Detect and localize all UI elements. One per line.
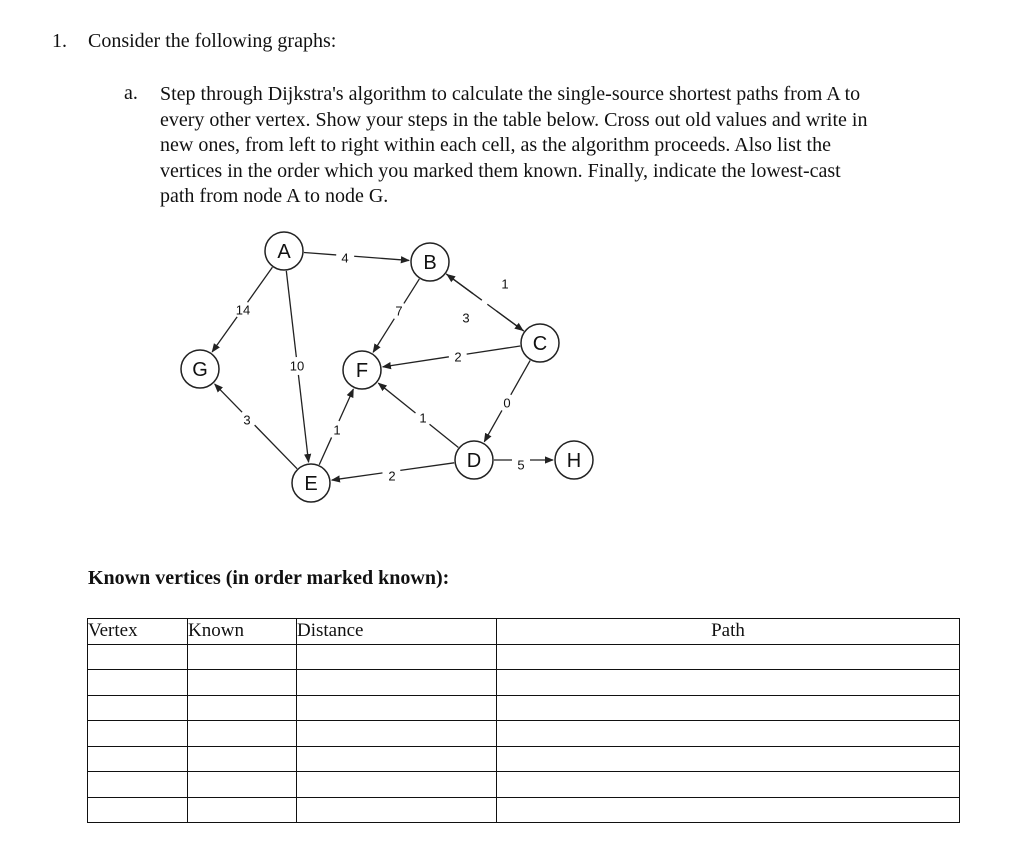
edge-d-h bbox=[494, 458, 553, 473]
instruction-line: every other vertex. Show your steps in the table below. Cross out old values and write in bbox=[160, 108, 868, 131]
edge-weight-label: 3 bbox=[462, 310, 470, 326]
vertex-cell[interactable] bbox=[88, 772, 188, 798]
known-cell[interactable] bbox=[188, 746, 297, 772]
table-header-row bbox=[88, 619, 960, 645]
edge-b-c bbox=[446, 274, 523, 331]
table-row bbox=[88, 772, 960, 798]
edge-segment bbox=[467, 346, 521, 354]
edge-d-e bbox=[332, 463, 454, 484]
edge-weight-label: 2 bbox=[454, 349, 462, 365]
known-vertices-heading: Known vertices (in order marked known): bbox=[88, 567, 450, 589]
known-cell[interactable] bbox=[188, 721, 297, 747]
distance-cell[interactable] bbox=[297, 695, 497, 721]
edge-c-f bbox=[383, 346, 520, 367]
path-cell[interactable] bbox=[497, 797, 960, 823]
edge-weight-label: 1 bbox=[501, 276, 509, 292]
instruction-line: new ones, from left to right within each cell, as the algorithm proceeds. Also list the bbox=[160, 134, 831, 156]
path-cell[interactable] bbox=[497, 721, 960, 747]
vertex-cell[interactable] bbox=[88, 721, 188, 747]
graph-edges bbox=[212, 251, 553, 484]
edge-arrow bbox=[487, 304, 523, 330]
edge-segment bbox=[255, 425, 297, 469]
edge-arrow bbox=[298, 375, 308, 462]
known-cell[interactable] bbox=[188, 772, 297, 798]
node-label: G bbox=[192, 359, 208, 381]
path-cell[interactable] bbox=[497, 644, 960, 670]
edge-weight-label: 1 bbox=[333, 422, 341, 438]
header-path: Path bbox=[497, 619, 960, 645]
node-h bbox=[555, 441, 593, 479]
question-number: 1. bbox=[52, 30, 67, 52]
edge-a-g bbox=[212, 267, 272, 352]
node-d bbox=[455, 441, 493, 479]
instruction-line: Step through Dijkstra's algorithm to calculate the single-source shortest paths from A to bbox=[160, 83, 861, 105]
node-a bbox=[265, 232, 303, 270]
node-g bbox=[181, 350, 219, 388]
vertex-cell[interactable] bbox=[88, 695, 188, 721]
table-row bbox=[88, 670, 960, 696]
table-row bbox=[88, 721, 960, 747]
instruction-line: vertices in the order which you marked them known. Finally, indicate the lowest-cast bbox=[160, 159, 841, 182]
edge-arrow bbox=[339, 389, 353, 421]
distance-cell[interactable] bbox=[297, 670, 497, 696]
edge-a-b bbox=[304, 251, 409, 266]
node-label: E bbox=[304, 473, 318, 495]
node-label: B bbox=[423, 252, 437, 274]
node-b bbox=[411, 243, 449, 281]
question-title: Consider the following graphs: bbox=[88, 30, 337, 52]
edge-a-e bbox=[286, 271, 308, 462]
edge-segment bbox=[404, 279, 419, 304]
edge-b-f bbox=[373, 279, 419, 352]
edge-weight-label: 1 bbox=[419, 410, 427, 426]
header-known: Known bbox=[188, 619, 297, 645]
node-label: C bbox=[532, 333, 548, 355]
known-cell[interactable] bbox=[188, 670, 297, 696]
graph-nodes bbox=[181, 232, 593, 502]
node-e bbox=[292, 464, 330, 502]
edge-segment bbox=[400, 463, 454, 471]
node-label: D bbox=[466, 450, 482, 472]
vertex-cell[interactable] bbox=[88, 644, 188, 670]
vertex-cell[interactable] bbox=[88, 746, 188, 772]
edge-segment bbox=[304, 253, 336, 255]
path-cell[interactable] bbox=[497, 695, 960, 721]
edge-segment bbox=[446, 274, 473, 294]
edge-weight-label: 14 bbox=[235, 302, 251, 318]
edge-arrow bbox=[215, 384, 242, 412]
edge-arrow bbox=[332, 473, 383, 480]
node-label: F bbox=[355, 360, 369, 382]
known-cell[interactable] bbox=[188, 797, 297, 823]
header-vertex: Vertex bbox=[88, 619, 188, 645]
edge-arrow bbox=[378, 383, 415, 413]
path-cell[interactable] bbox=[497, 670, 960, 696]
table-row bbox=[88, 644, 960, 670]
node-label: A bbox=[277, 241, 291, 263]
distance-cell[interactable] bbox=[297, 746, 497, 772]
edge-arrow bbox=[484, 410, 502, 441]
dijkstra-table bbox=[87, 618, 960, 823]
distance-cell[interactable] bbox=[297, 772, 497, 798]
path-cell[interactable] bbox=[497, 746, 960, 772]
distance-cell[interactable] bbox=[297, 721, 497, 747]
edge-segment bbox=[430, 424, 459, 447]
instruction-line: path from node A to node G. bbox=[160, 185, 389, 207]
edge-segment bbox=[319, 437, 331, 464]
known-cell[interactable] bbox=[188, 644, 297, 670]
edge-weight-label: 4 bbox=[341, 250, 349, 266]
edge-weight-label: 5 bbox=[517, 457, 525, 473]
table-row bbox=[88, 746, 960, 772]
header-distance: Distance bbox=[297, 619, 497, 645]
edge-weight-label: 2 bbox=[388, 468, 396, 484]
distance-cell[interactable] bbox=[297, 644, 497, 670]
edge-c-d bbox=[484, 360, 530, 441]
known-cell[interactable] bbox=[188, 695, 297, 721]
vertex-cell[interactable] bbox=[88, 797, 188, 823]
edge-arrow bbox=[354, 256, 409, 260]
table-row bbox=[88, 797, 960, 823]
edge-d-f bbox=[378, 383, 458, 447]
table-row bbox=[88, 695, 960, 721]
edge-arrow bbox=[383, 357, 449, 367]
edge-segment bbox=[248, 267, 273, 302]
edge-e-g bbox=[215, 384, 297, 469]
edge-weight-label: 7 bbox=[395, 303, 403, 319]
edge-segment bbox=[511, 360, 530, 394]
edge-e-f bbox=[319, 389, 353, 465]
node-f bbox=[343, 351, 381, 389]
part-a-letter: a. bbox=[124, 82, 138, 104]
edge-arrow bbox=[212, 317, 237, 352]
edge-weight-label: 0 bbox=[503, 395, 511, 411]
edge-arrow bbox=[373, 319, 394, 353]
distance-cell[interactable] bbox=[297, 797, 497, 823]
path-cell[interactable] bbox=[497, 772, 960, 798]
vertex-cell[interactable] bbox=[88, 670, 188, 696]
node-label: H bbox=[566, 450, 582, 472]
node-c bbox=[521, 324, 559, 362]
edge-weight-label: 10 bbox=[289, 358, 305, 374]
edge-weight-label: 3 bbox=[243, 412, 251, 428]
edge-segment bbox=[286, 271, 296, 357]
